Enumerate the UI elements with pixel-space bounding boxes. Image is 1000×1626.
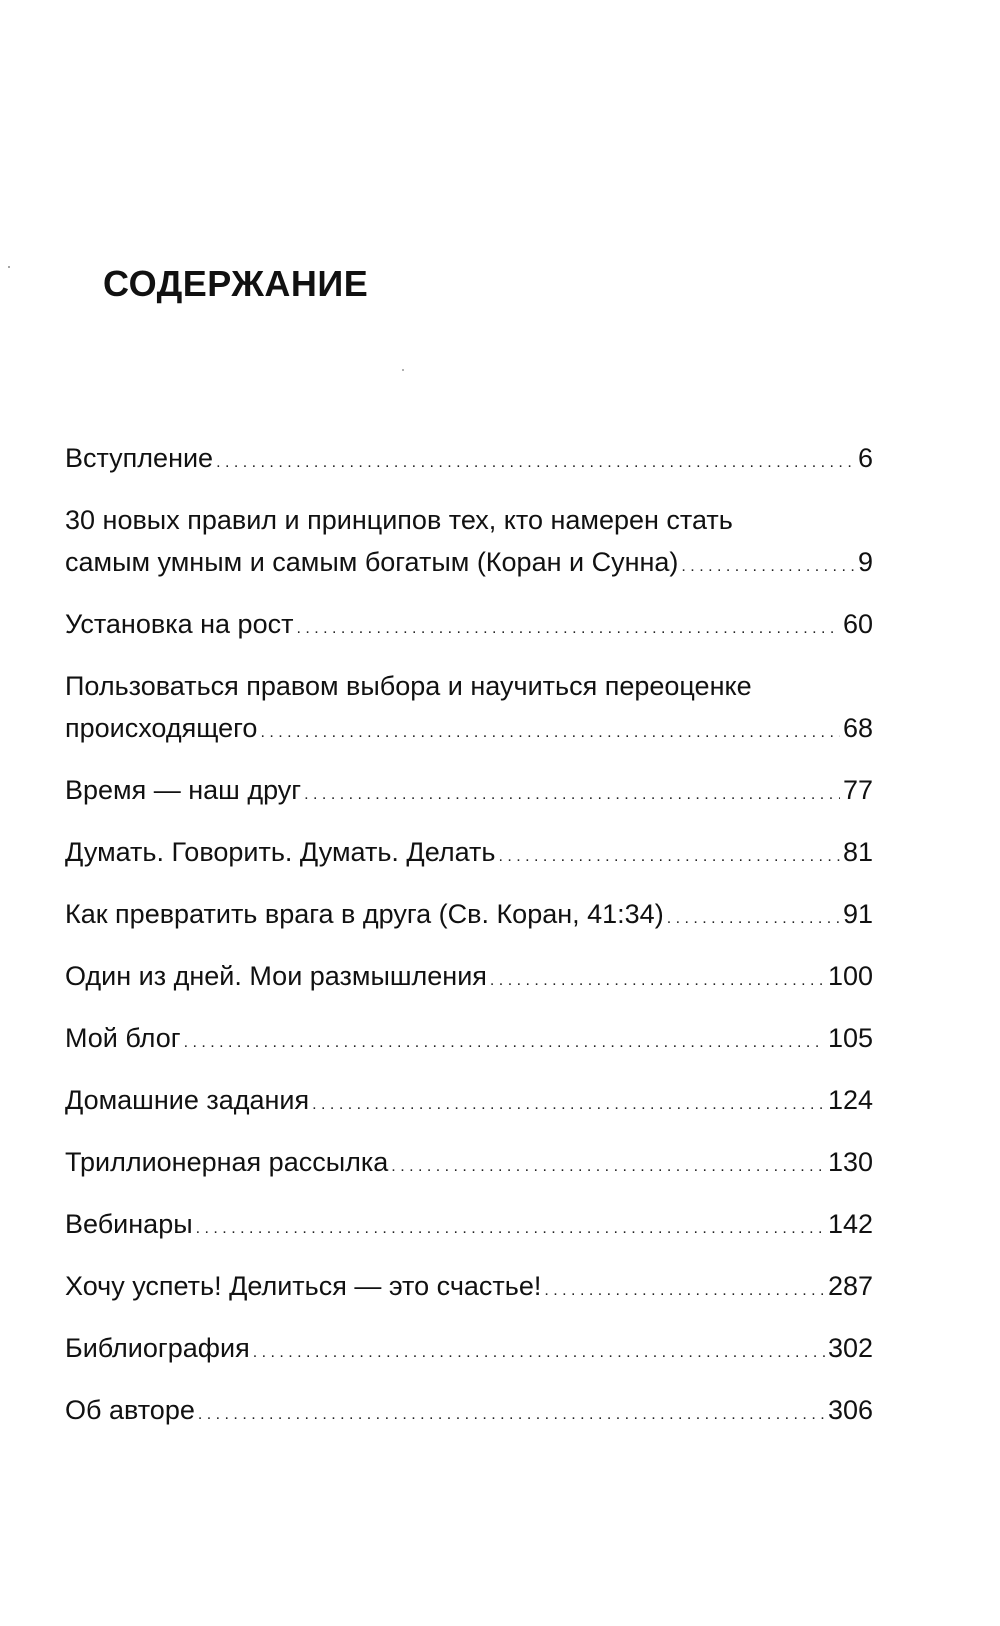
toc-page-number: 287	[827, 1271, 873, 1301]
dot-leader	[544, 1265, 825, 1312]
toc-entry[interactable]	[65, 831, 873, 878]
toc-entry-title: Вебинары	[65, 1209, 193, 1239]
toc-entry[interactable]	[65, 1079, 873, 1126]
toc-entry[interactable]	[65, 769, 873, 816]
toc-entry-title: Как превратить врага в друга (Св. Коран, 41:34)	[65, 899, 664, 929]
toc-entry-title: Мой блог	[65, 1023, 181, 1053]
toc-entry[interactable]	[65, 1389, 873, 1436]
toc-entry-title: Домашние задания	[65, 1085, 310, 1115]
toc-page-number: 81	[842, 837, 873, 867]
toc-page-number: 100	[827, 961, 873, 991]
toc-page-number: 68	[842, 713, 873, 743]
dot-leader	[312, 1079, 825, 1126]
toc-page-number: 60	[842, 609, 873, 639]
dot-leader	[681, 541, 855, 588]
dot-leader	[198, 1389, 825, 1436]
table-of-contents	[65, 437, 873, 1436]
toc-page-number: 130	[827, 1147, 873, 1177]
toc-entry-title: Библиография	[65, 1333, 250, 1363]
toc-page-number: 124	[827, 1085, 873, 1115]
toc-entry[interactable]	[65, 437, 873, 484]
scan-speck	[402, 369, 404, 371]
toc-entry-title: Вступление	[65, 443, 214, 473]
dot-leader	[196, 1203, 825, 1250]
toc-entry[interactable]	[65, 1203, 873, 1250]
toc-entry[interactable]	[65, 1017, 873, 1064]
toc-entry[interactable]	[65, 603, 873, 650]
toc-entry[interactable]	[65, 499, 873, 588]
toc-entry-title-line1: 30 новых правил и принципов тех, кто намерен стать	[65, 505, 733, 535]
toc-entry-title: Триллионерная рассылка	[65, 1147, 389, 1177]
toc-page-number: 77	[842, 775, 873, 805]
toc-entry-title: Установка на рост	[65, 609, 294, 639]
toc-entry[interactable]	[65, 893, 873, 940]
dot-leader	[498, 831, 840, 878]
scan-speck	[8, 266, 10, 268]
dot-leader	[490, 955, 825, 1002]
dot-leader	[391, 1141, 825, 1188]
toc-entry[interactable]	[65, 665, 873, 754]
dot-leader	[253, 1327, 825, 1374]
toc-entry[interactable]	[65, 1141, 873, 1188]
toc-entry-title: Об авторе	[65, 1395, 195, 1425]
toc-entry-title: Хочу успеть! Делиться — это счастье!	[65, 1271, 542, 1301]
toc-page-number: 105	[827, 1023, 873, 1053]
toc-entry-title-line1: Пользоваться правом выбора и научиться переоценке	[65, 671, 752, 701]
toc-page-number: 302	[827, 1333, 873, 1363]
toc-entry[interactable]	[65, 1265, 873, 1312]
toc-page-number: 306	[827, 1395, 873, 1425]
toc-entry[interactable]	[65, 1327, 873, 1374]
toc-entry[interactable]	[65, 955, 873, 1002]
toc-page-number: 9	[857, 547, 873, 577]
dot-leader	[667, 893, 840, 940]
dot-leader	[260, 707, 840, 754]
dot-leader	[304, 769, 840, 816]
toc-entry-title: Один из дней. Мои размышления	[65, 961, 487, 991]
toc-entry-title: Время — наш друг	[65, 775, 302, 805]
dot-leader	[216, 437, 855, 484]
toc-page-number: 91	[842, 899, 873, 929]
dot-leader	[184, 1017, 825, 1064]
toc-entry-title-line2: самым умным и самым богатым (Коран и Сунна)	[65, 547, 679, 577]
page-title: СОДЕРЖАНИЕ	[103, 263, 369, 304]
toc-page-number: 6	[857, 443, 873, 473]
toc-page-number: 142	[827, 1209, 873, 1239]
toc-entry-title-line2: происходящего	[65, 713, 258, 743]
dot-leader	[296, 603, 840, 650]
toc-entry-title: Думать. Говорить. Думать. Делать	[65, 837, 496, 867]
